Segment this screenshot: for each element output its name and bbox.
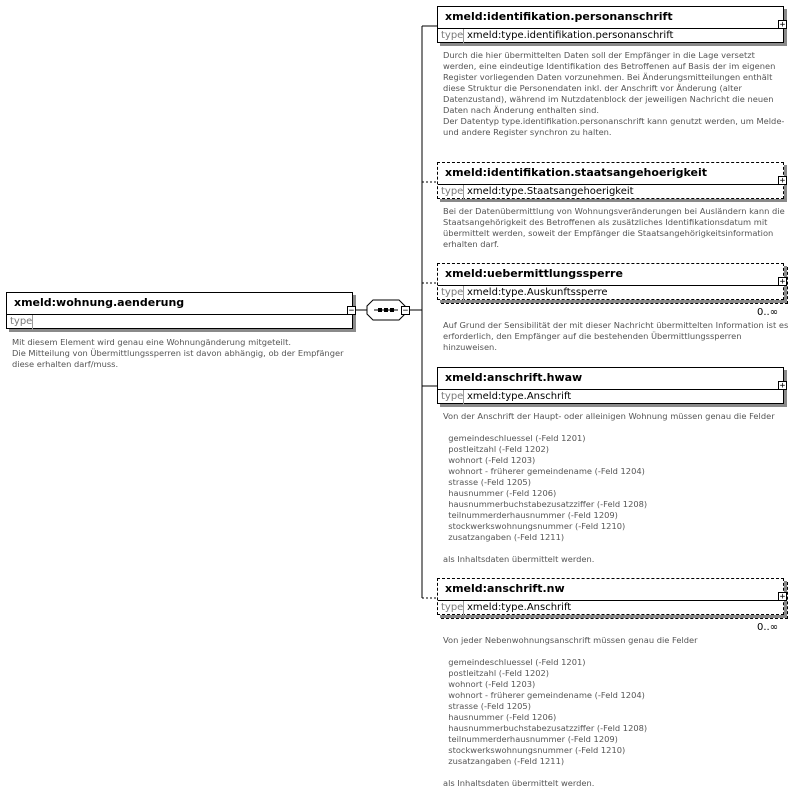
element-name: xmeld:anschrift.hwaw [438, 368, 783, 390]
element-name: xmeld:identifikation.staatsangehoerigkeit [438, 163, 783, 185]
element-name: xmeld:uebermittlungssperre [438, 264, 783, 286]
element-uebermittlungssperre[interactable] [437, 263, 784, 300]
element-anschrift-hwaw[interactable] [437, 367, 784, 404]
collapse-icon[interactable]: − [402, 306, 409, 316]
type-value: xmeld:type.Anschrift [467, 602, 572, 613]
cardinality-label: 0..∞ [757, 622, 779, 633]
type-key: type [438, 185, 464, 200]
cardinality-label: 0..∞ [757, 307, 779, 318]
root-type-value [33, 315, 36, 330]
root-element-box[interactable] [6, 292, 353, 329]
root-element-name: xmeld:wohnung.aenderung [7, 293, 352, 315]
expand-icon[interactable]: + [779, 20, 786, 30]
expand-icon[interactable]: + [779, 277, 786, 287]
expand-icon[interactable]: + [779, 592, 786, 602]
element-name: xmeld:anschrift.nw [438, 579, 783, 601]
element-documentation: Von der Anschrift der Haupt- oder alleinigen Wohnung müssen genau die Felder gemeindeschluessel (-Feld 1201) postleitzahl (-Feld 1202) wohnort (-Feld 1203) wohnort - früherer gemeindename (-Feld 1204) strasse (-Feld 1205) hausnummer (-Feld 1206) hausnummerbuchstabezusatzziffer (-Feld 1208) teilnummerderhausnummer (-Feld 1209) stockwerkswohnungsnummer (-Feld 1210) zusatzangaben (-Feld 1211) als Inhaltsdaten übermittelt werden. [443, 411, 775, 564]
type-key: type [438, 286, 464, 301]
root-type-key: type [7, 315, 33, 330]
type-key: type [438, 390, 464, 405]
sequence-icon[interactable] [366, 299, 406, 321]
element-documentation: Auf Grund der Sensibilität der mit dieser Nachricht übermittelten Information ist es erforderlich, den Empfänger auf die bestehenden Übermittlungssperren hinzuweisen. [443, 320, 789, 352]
element-name: xmeld:identifikation.personanschrift [438, 7, 783, 29]
element-anschrift-nw[interactable] [437, 578, 784, 615]
root-documentation: Mit diesem Element wird genau eine Wohnungänderung mitgeteilt. Die Mitteilung von Übermittlungssperren ist davon abhängig, ob der Empfänger diese erhalten darf/muss. [12, 337, 344, 369]
expand-icon[interactable]: + [779, 176, 786, 186]
element-identifikation-personanschrift[interactable] [437, 6, 784, 43]
collapse-icon[interactable]: − [348, 306, 355, 316]
type-value: xmeld:type.identifikation.personanschrift [467, 30, 674, 41]
type-value: xmeld:type.Anschrift [467, 391, 572, 402]
element-identifikation-staatsangehoerigkeit[interactable] [437, 162, 784, 199]
type-value: xmeld:type.Staatsangehoerigkeit [467, 186, 634, 197]
type-key: type [438, 29, 464, 44]
element-documentation: Bei der Datenübermittlung von Wohnungsveränderungen bei Ausländern kann die Staatsangehörigkeit des Betroffenen als zusätzliches Identifikationsdatum mit übermittelt werden, soweit der Empfänger die Staatsangehörigkeitsinformation erhalten darf. [443, 206, 785, 249]
element-documentation: Durch die hier übermittelten Daten soll der Empfänger in die Lage versetzt werden, eine eindeutige Identifikation des Betroffenen auf Basis der im eigenen Register vorliegenden Daten vorzunehmen. Bei Änderungsmitteilungen enthält diese Struktur die Personendaten inkl. der Anschrift vor Änderung (alter Datenzustand), während im Nutzdatenblock der jeweiligen Nachricht die neuen Daten nach Änderung enthalten sind. Der Datentyp type.identifikation.personanschrift kann genutzt werden, um Melde- und andere Register synchron zu halten. [443, 50, 785, 137]
type-value: xmeld:type.Auskunftssperre [467, 287, 608, 298]
expand-icon[interactable]: + [779, 381, 786, 391]
type-key: type [438, 601, 464, 616]
element-documentation: Von jeder Nebenwohnungsanschrift müssen genau die Felder gemeindeschluessel (-Feld 1201) postleitzahl (-Feld 1202) wohnort (-Feld 1203) wohnort - früherer gemeindename (-Feld 1204) strasse (-Feld 1205) hausnummer (-Feld 1206) hausnummerbuchstabezusatzziffer (-Feld 1208) teilnummerderhausnummer (-Feld 1209) stockwerkswohnungsnummer (-Feld 1210) zusatzangaben (-Feld 1211) als Inhaltsdaten übermittelt werden. [443, 635, 698, 788]
